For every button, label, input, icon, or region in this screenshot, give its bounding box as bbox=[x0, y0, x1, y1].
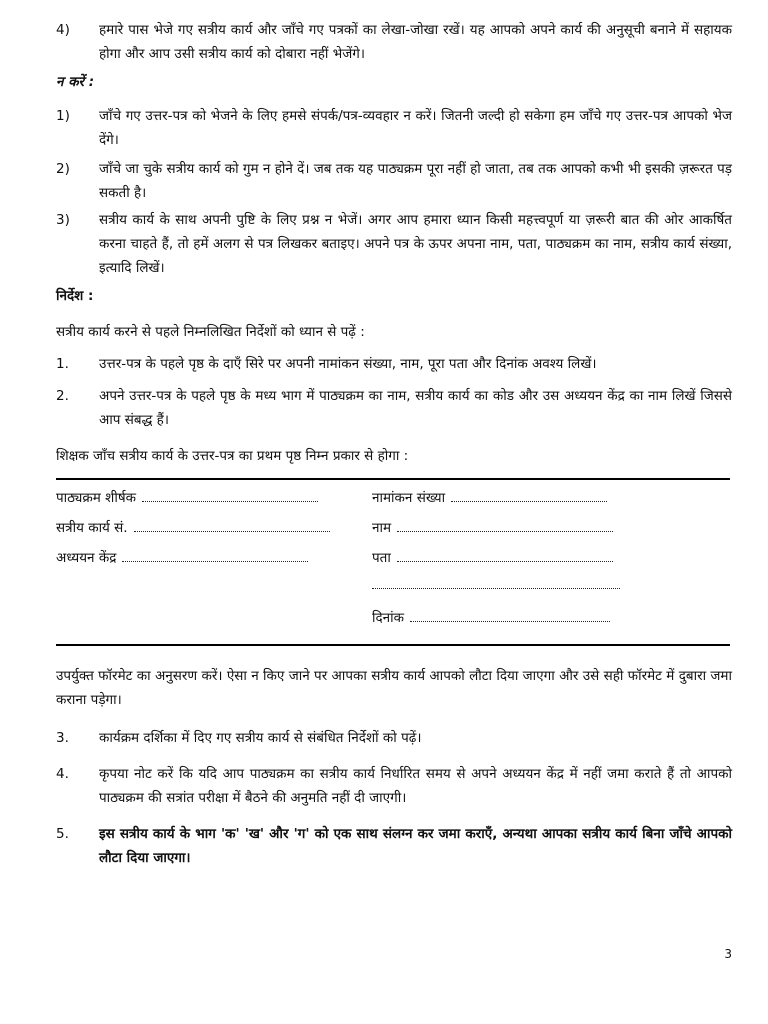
dotted-line bbox=[397, 517, 613, 532]
dotted-line bbox=[410, 607, 610, 622]
follow-format-note: उपर्युक्त फॉरमेट का अनुसरण करें। ऐसा न किए जाने पर आपका सत्रीय कार्य आपको लौटा दिया जाएगा और उसे सही फॉरमेट में दुबारा जमा कराना पड़ेगा। bbox=[56, 668, 732, 708]
list-item-text: अपने उत्तर-पत्र के पहले पृष्ठ के मध्य भाग में पाठ्यक्रम का नाम, सत्रीय कार्य का कोड और उस अध्ययन केंद्र का नाम लिखें जिससे आप संबद्ध हैं। bbox=[99, 388, 732, 428]
field-course-title bbox=[56, 486, 318, 510]
list-item-text-bold: इस सत्रीय कार्य के भाग 'क' 'ख' और 'ग' को एक साथ संलग्न कर जमा कराएँ, अन्यथा आपका सत्रीय कार्य बिना जाँचे आपको लौटा दिया जाएगा। bbox=[99, 826, 732, 866]
list-number: 3. bbox=[56, 730, 69, 746]
list-number: 4) bbox=[56, 22, 70, 38]
list-item-text: जाँचे जा चुके सत्रीय कार्य को गुम न होने दें। जब तक यह पाठ्यक्रम पूरा नहीं हो जाता, तब तक आपको कभी भी इसकी ज़रूरत पड़ सकती है। bbox=[99, 161, 732, 201]
list-number: 2. bbox=[56, 388, 69, 404]
field-label: नाम bbox=[372, 520, 392, 536]
field-label: दिनांक bbox=[372, 610, 405, 626]
field-label: पता bbox=[372, 550, 391, 566]
instructions-intro: सत्रीय कार्य करने से पहले निम्नलिखित निर्देशों को ध्यान से पढ़ें : bbox=[56, 324, 365, 340]
field-name bbox=[372, 516, 613, 540]
list-number: 5. bbox=[56, 826, 69, 842]
dotted-line bbox=[134, 517, 330, 532]
list-item-text: जाँचे गए उत्तर-पत्र को भेजने के लिए हमसे संपर्क/पत्र-व्यवहार न करें। जितनी जल्दी हो सकेगा हम जाँचे गए उत्तर-पत्र आपको भेज देंगे। bbox=[99, 108, 732, 148]
list-item-text: हमारे पास भेजे गए सत्रीय कार्य और जाँचे गए पत्रकों का लेखा-जोखा रखें। यह आपको अपने कार्य की अनुसूची बनाने में सहायक होगा और आप उसी सत्रीय कार्य को दोबारा नहीं भेजेंगे। bbox=[99, 22, 732, 62]
field-address bbox=[372, 546, 613, 570]
dotted-line bbox=[122, 547, 308, 562]
format-intro: शिक्षक जाँच सत्रीय कार्य के उत्तर-पत्र का प्रथम पृष्ठ निम्न प्रकार से होगा : bbox=[56, 448, 409, 464]
dotted-line bbox=[142, 487, 318, 502]
dotted-line bbox=[372, 588, 620, 589]
list-item-text: सत्रीय कार्य के साथ अपनी पुष्टि के लिए प्रश्न न भेजें। अगर आप हमारा ध्यान किसी महत्त्वपूर्ण या ज़रूरी बात की ओर आकर्षित करना चाहते हैं, तो हमें अलग से पत्र लिखकर बताइए। अपने पत्र के ऊपर अपना नाम, पता, पाठ्यक्रम का नाम, सत्रीय कार्य संख्या, इत्यादि लिखें। bbox=[99, 212, 732, 276]
format-bottom-rule bbox=[56, 644, 730, 646]
field-label: अध्ययन केंद्र bbox=[56, 550, 117, 566]
section-heading-dont: न करें : bbox=[56, 74, 95, 90]
field-label: सत्रीय कार्य सं. bbox=[56, 520, 128, 536]
list-number: 3) bbox=[56, 212, 70, 228]
list-item-text: उत्तर-पत्र के पहले पृष्ठ के दाएँ सिरे पर अपनी नामांकन संख्या, नाम, पूरा पता और दिनांक अवश्य लिखें। bbox=[99, 356, 597, 372]
list-number: 1) bbox=[56, 108, 70, 124]
field-study-centre bbox=[56, 546, 308, 570]
list-number: 1. bbox=[56, 356, 69, 372]
section-heading-instructions: निर्देश : bbox=[56, 288, 94, 304]
field-date bbox=[372, 606, 610, 630]
dotted-line bbox=[451, 487, 607, 502]
list-number: 2) bbox=[56, 161, 70, 177]
field-assignment-no bbox=[56, 516, 330, 540]
field-enrolment-no bbox=[372, 486, 607, 510]
dotted-line bbox=[397, 547, 613, 562]
page-number: 3 bbox=[724, 947, 732, 961]
list-number: 4. bbox=[56, 766, 69, 782]
list-item-text: कृपया नोट करें कि यदि आप पाठ्यक्रम का सत्रीय कार्य निर्धारित समय से अपने अध्ययन केंद्र में नहीं जमा कराते हैं तो आपको पाठ्यक्रम की सत्रांत परीक्षा में बैठने की अनुमति नहीं दी जाएगी। bbox=[99, 766, 732, 806]
field-label: नामांकन संख्या bbox=[372, 490, 446, 506]
field-label: पाठ्यक्रम शीर्षक bbox=[56, 490, 136, 506]
format-top-rule bbox=[56, 478, 730, 480]
list-item-text: कार्यक्रम दर्शिका में दिए गए सत्रीय कार्य से संबंधित निर्देशों को पढ़ें। bbox=[99, 730, 422, 746]
